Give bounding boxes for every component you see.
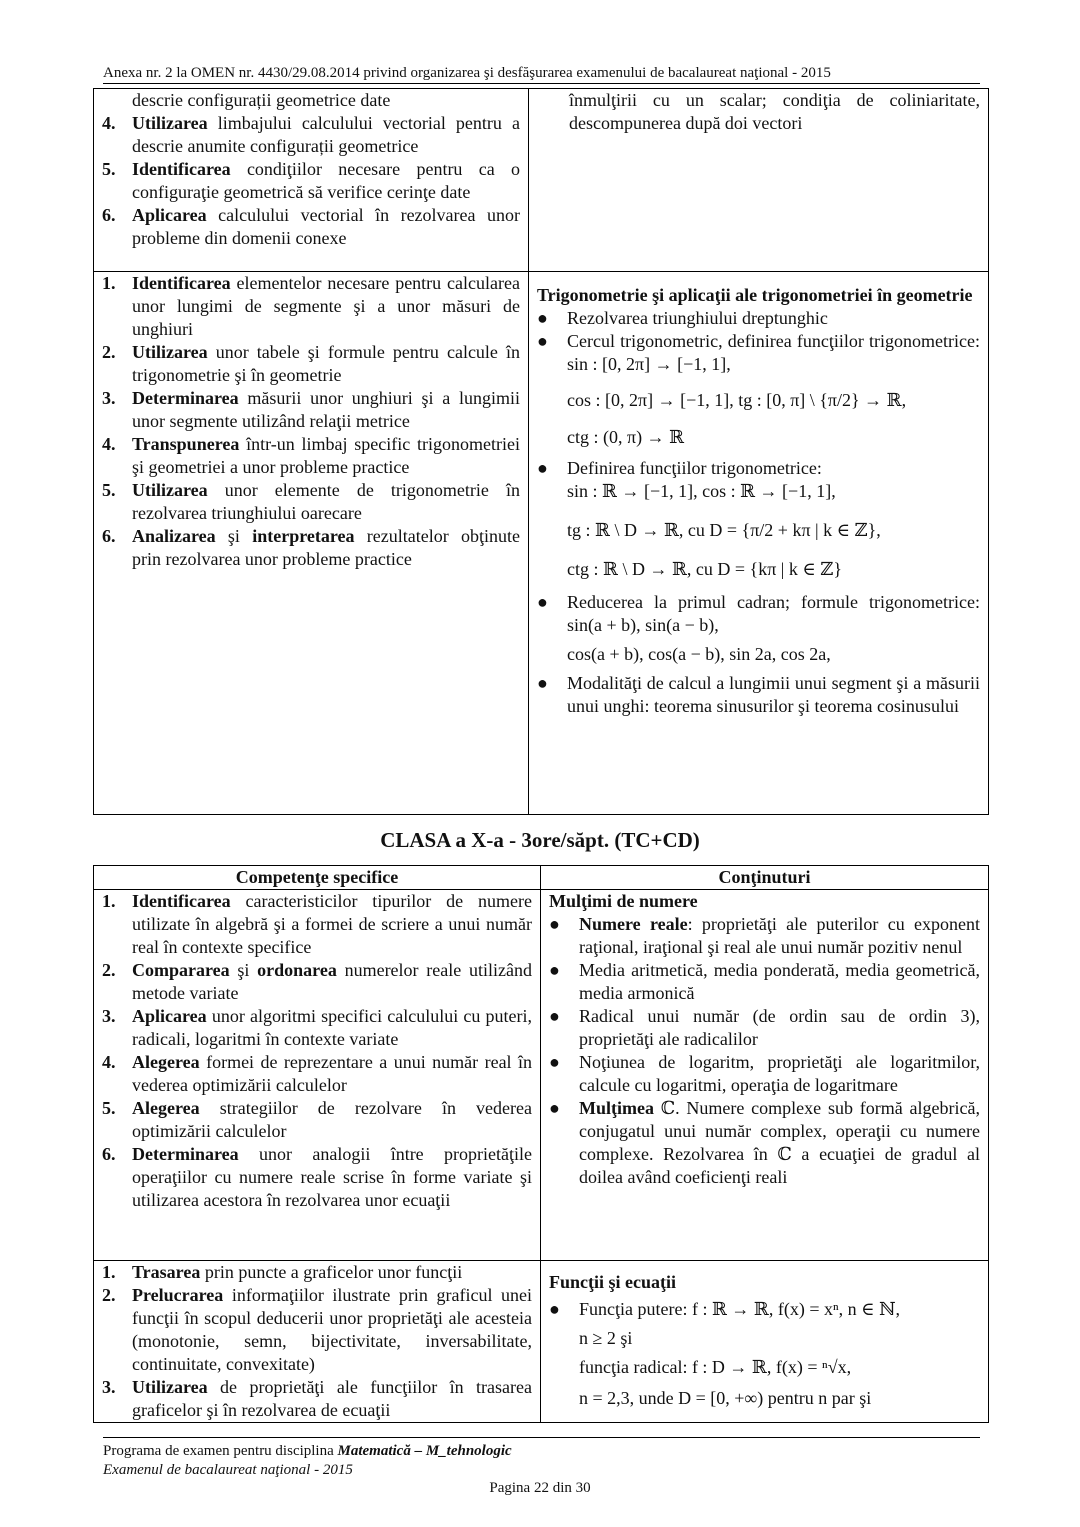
formula-line: ctg : (0, π) → ℝ — [567, 427, 685, 447]
table-row — [94, 272, 989, 815]
formula-line: Reducerea la primul cadran; formule trigonometrice: sin(a + b), sin(a − b), — [567, 592, 980, 635]
formula-line: n = 2,3, unde D = [0, +∞) pentru n par şi — [579, 1388, 872, 1408]
class-title: CLASA a X-a - 3ore/săpt. (TC+CD) — [380, 828, 700, 852]
list-item: ● Rezolvarea triunghiului dreptunghic — [537, 308, 828, 328]
bullet-icon: ● — [537, 331, 548, 351]
bullet-icon: ● — [549, 960, 560, 980]
item-text: Determinarea măsurii unor unghiuri şi a lungimii unor segmente utilizând relaţii metrice — [132, 388, 520, 431]
section-title: Funcţii şi ecuaţii — [549, 1272, 676, 1292]
bullet-icon: ● — [549, 1299, 560, 1319]
item-number: 1. — [102, 273, 116, 293]
item-text: Trasarea prin puncte a graficelor unor funcţii — [132, 1262, 463, 1282]
list-item — [102, 341, 520, 387]
item-text: Identificarea elementelor necesare pentru calcularea unor lungimi de segmente şi a unor măsuri de unghiuri — [132, 273, 520, 339]
competence-list — [102, 272, 520, 571]
item-number: 2. — [102, 342, 116, 362]
bullet-icon: ● — [537, 673, 548, 693]
section-title: Trigonometrie şi aplicaţii ale trigonometriei în geometrie — [537, 285, 973, 305]
item-text: Utilizarea unor elemente de trigonometrie în rezolvarea triunghiului oarecare — [132, 480, 520, 523]
item-text: Aplicarea calculului vectorial în rezolvarea unor probleme din domenii conexe — [132, 205, 520, 248]
content-cell — [541, 1261, 989, 1423]
bullet-icon: ● — [537, 308, 548, 328]
list-item — [549, 1005, 980, 1051]
item-text: Determinarea unor analogii între proprietăţile operaţiilor cu numere reale scrise în forme variate şi utilizarea acestora în rezolvarea unor ecuaţii — [132, 1144, 532, 1210]
item-number: 2. — [102, 960, 116, 980]
list-item — [102, 1005, 532, 1051]
list-item — [102, 272, 520, 341]
content-cell — [529, 272, 989, 815]
list-item — [102, 525, 520, 571]
content-cell — [541, 890, 989, 1261]
formula-line: cos(a + b), cos(a − b), sin 2a, cos 2a, — [567, 644, 831, 664]
item-text: Numere reale: proprietăţi ale puterilor cu exponent raţional, iraţional şi real ale unui număr pozitiv nenul — [579, 914, 980, 957]
formula-line: Cercul trigonometric, definirea funcţiilor trigonometrice: sin : [0, 2π] → [−1, 1], — [567, 331, 980, 374]
bullet-icon: ● — [549, 1006, 560, 1026]
formula-line: tg : ℝ \ D → ℝ, cu D = {π/2 + kπ | k ∈ ℤ}, — [567, 520, 881, 540]
competence-list — [102, 890, 532, 1212]
item-text: Media aritmetică, media ponderată, media geometrică, media armonică — [579, 960, 980, 1003]
item-number: 4. — [102, 1052, 116, 1072]
formula-line: funcţia radical: f : D → ℝ, f(x) = ⁿ√x, — [579, 1357, 852, 1377]
list-item — [537, 457, 980, 581]
competence-cell — [94, 272, 529, 815]
item-text: Utilizarea de proprietăţi ale funcţiilor în trasarea graficelor şi în rezolvarea de ecuaţii — [132, 1377, 532, 1420]
bullet-icon: ● — [537, 592, 548, 612]
content-list — [537, 307, 980, 718]
list-item — [102, 387, 520, 433]
table-row — [94, 1261, 989, 1423]
competence-cell — [94, 89, 529, 272]
table-trigonometry — [93, 88, 989, 815]
item-number: 3. — [102, 388, 116, 408]
item-number: 5. — [102, 1098, 116, 1118]
list-item — [102, 158, 520, 204]
formula-line: n ≥ 2 şi — [579, 1328, 633, 1348]
content-list — [549, 1298, 980, 1410]
item-number: 4. — [102, 113, 116, 133]
list-item — [102, 1284, 532, 1376]
list-item — [549, 913, 980, 959]
column-header-contents: Conţinuturi — [541, 866, 989, 890]
formula-line: cos : [0, 2π] → [−1, 1], tg : [0, π] \ {π/2} → ℝ, — [567, 390, 907, 410]
formula-line: Funcţia putere: f : ℝ → ℝ, f(x) = xⁿ, n ∈ ℕ, — [579, 1299, 900, 1319]
competence-list — [102, 112, 520, 250]
page-footer — [103, 1437, 980, 1480]
list-item — [102, 479, 520, 525]
column-header-competences: Competenţe specifice — [94, 866, 541, 890]
list-item — [102, 959, 532, 1005]
item-number: 3. — [102, 1006, 116, 1026]
bullet-icon: ● — [549, 914, 560, 934]
item-text: Mulţimea ℂ. Numere complexe sub formă algebrică, conjugatul unui număr complex, operaţii cu numere complexe. Rezolvarea în ℂ a ecuaţiei de gradul al doilea având coeficienţi reali — [579, 1098, 980, 1187]
bullet-icon: ● — [549, 1098, 560, 1118]
list-item — [102, 1261, 532, 1284]
competence-cell — [94, 890, 541, 1261]
footer-exam: Examenul de bacalaureat naţional - 2015 — [103, 1462, 353, 1478]
page-number: Pagina 22 din 30 — [489, 1480, 591, 1496]
list-item — [102, 1376, 532, 1422]
item-number: 5. — [102, 159, 116, 179]
section-title: Mulţimi de numere — [549, 891, 698, 911]
list-item — [102, 890, 532, 959]
item-text: Compararea şi ordonarea numerelor reale utilizând metode variate — [132, 960, 532, 1003]
item-number: 6. — [102, 205, 116, 225]
list-item — [549, 959, 980, 1005]
item-number: 6. — [102, 1144, 116, 1164]
item-text: Identificarea condiţiilor necesare pentru ca o configuraţie geometrică să verifice cerinţe date — [132, 159, 520, 202]
item-number: 3. — [102, 1377, 116, 1397]
item-number: 2. — [102, 1285, 116, 1305]
footer-program: Programa de examen pentru disciplina — [103, 1443, 338, 1459]
item-text: Transpunerea într-un limbaj specific trigonometriei şi geometriei a unor probleme practice — [132, 434, 520, 477]
list-item — [102, 433, 520, 479]
content-list — [549, 913, 980, 1189]
list-item: ● Modalităţi de calcul a lungimii unui segment şi a măsurii unui unghi: teorema sinusurilor şi teorema cosinusului — [537, 673, 980, 716]
item-text: Alegerea formei de reprezentare a unui număr real în vederea optimizării calculelor — [132, 1052, 532, 1095]
list-item — [102, 1051, 532, 1097]
item-text: Noţiunea de logaritm, proprietăţi ale logaritmilor, calcule cu logaritmi, operaţia de logaritmare — [579, 1052, 980, 1095]
list-item — [102, 112, 520, 158]
table-header-row — [94, 866, 989, 890]
item-text: Identificarea caracteristicilor tipurilor de numere utilizate în algebră şi a formei de scriere a unui număr real în contexte specifice — [132, 891, 532, 957]
list-item — [549, 1097, 980, 1189]
item-number: 4. — [102, 434, 116, 454]
item-text: Radical unui număr (de ordin sau de ordin 3), proprietăţi ale radicalilor — [579, 1006, 980, 1049]
list-item — [537, 591, 980, 666]
list-item — [537, 330, 980, 449]
item-text: Utilizarea limbajului calculului vectorial pentru a descrie anumite configurații geometrice — [132, 113, 520, 156]
bullet-icon: ● — [549, 1052, 560, 1072]
list-item — [549, 1051, 980, 1097]
list-item — [102, 204, 520, 250]
item-text: Prelucrarea informaţiilor ilustrate prin graficul unei funcţii în scopul deducerii unor proprietăţi ale acesteia (monotonie, semn, bijectivitate, inversabilitate, continuitate, convexitate) — [132, 1285, 532, 1374]
formula-line: ctg : ℝ \ D → ℝ, cu D = {kπ | k ∈ ℤ} — [567, 559, 842, 579]
content-cell — [529, 89, 989, 272]
footer-discipline: Matematică – M_tehnologic — [337, 1443, 512, 1459]
item-number: 6. — [102, 526, 116, 546]
list-item — [102, 1143, 532, 1212]
item-number: 1. — [102, 1262, 116, 1282]
table-row — [94, 890, 989, 1261]
cell-continued-text: înmulţirii cu un scalar; condiţia de coliniaritate, descompunerea după doi vectori — [569, 90, 980, 133]
item-text: Aplicarea unor algoritmi specifici calculului cu puteri, radicali, logaritmi în contexte variate — [132, 1006, 532, 1049]
item-text: Analizarea şi interpretarea rezultatelor obţinute prin rezolvarea unor probleme practice — [132, 526, 520, 569]
competence-list — [102, 1261, 532, 1422]
table-class-x — [93, 865, 989, 1423]
item-number: 5. — [102, 480, 116, 500]
competence-cell — [94, 1261, 541, 1423]
list-item — [102, 1097, 532, 1143]
formula-line: sin : ℝ → [−1, 1], cos : ℝ → [−1, 1], — [567, 481, 836, 501]
item-text: Alegerea strategiilor de rezolvare în vederea optimizării calculelor — [132, 1098, 532, 1141]
list-item — [549, 1298, 980, 1410]
cell-continued-text: descrie configurații geometrice date — [132, 90, 391, 110]
formula-line: Definirea funcţiilor trigonometrice: — [567, 458, 822, 478]
page-header: Anexa nr. 2 la OMEN nr. 4430/29.08.2014 privind organizarea şi desfăşurarea examenului de bacalaureat naţional - 2015 — [103, 63, 980, 84]
table-row — [94, 89, 989, 272]
item-text: Utilizarea unor tabele şi formule pentru calcule în trigonometrie şi în geometrie — [132, 342, 520, 385]
item-number: 1. — [102, 891, 116, 911]
bullet-icon: ● — [537, 458, 548, 478]
